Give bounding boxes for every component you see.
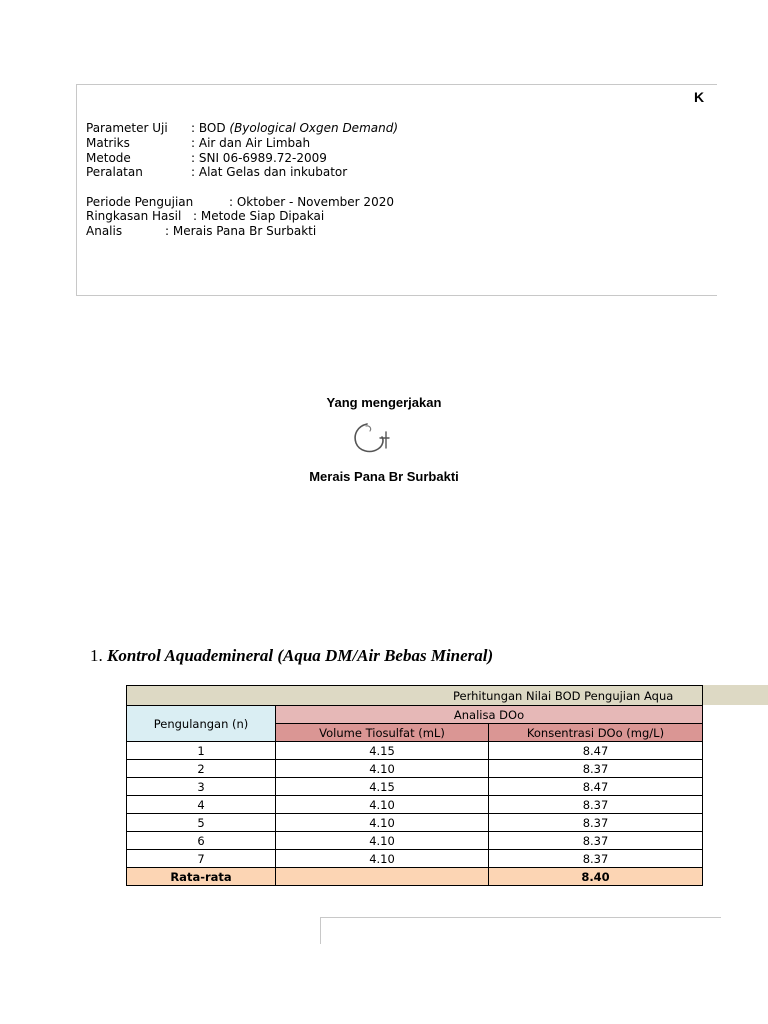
parameter-row — [86, 121, 398, 135]
table-row — [127, 832, 703, 850]
cell-konsentrasi: 8.37 — [489, 850, 703, 868]
analis-row — [86, 224, 316, 238]
cell-n: 7 — [127, 850, 276, 868]
table-title-row — [127, 686, 703, 706]
cell-volume: 4.10 — [276, 814, 489, 832]
signature-title: Yang mengerjakan — [326, 395, 442, 410]
metode-value: : SNI 06-6989.72-2009 — [191, 151, 327, 165]
cell-n: 4 — [127, 796, 276, 814]
cell-n: 2 — [127, 760, 276, 778]
ringkasan-label: Ringkasan Hasil — [86, 209, 182, 223]
cell-konsentrasi: 8.37 — [489, 814, 703, 832]
analis-value: : Merais Pana Br Surbakti — [165, 224, 317, 238]
table-row — [127, 742, 703, 760]
periode-value: : Oktober - November 2020 — [229, 195, 394, 209]
cell-konsentrasi: 8.47 — [489, 778, 703, 796]
table-average-row — [127, 868, 703, 886]
header-corner-text: K — [694, 89, 705, 105]
metode-row — [86, 151, 327, 165]
table-row — [127, 760, 703, 778]
peralatan-row — [86, 165, 347, 179]
cell-volume: 4.10 — [276, 850, 489, 868]
analis-label: Analis — [86, 224, 123, 238]
table-title-extension — [700, 685, 768, 705]
cell-konsentrasi: 8.47 — [489, 742, 703, 760]
cell-n: 3 — [127, 778, 276, 796]
cell-n: 1 — [127, 742, 276, 760]
info-box — [76, 84, 717, 296]
col-group-doo: Analisa DOo — [276, 706, 703, 724]
average-label: Rata-rata — [127, 868, 276, 886]
parameter-value-text: : BOD — [191, 121, 230, 135]
section-title-text: Kontrol Aquademineral (Aqua DM/Air Bebas Mineral) — [107, 646, 494, 665]
signature-name: Merais Pana Br Surbakti — [309, 469, 459, 484]
average-konsentrasi: 8.40 — [489, 868, 703, 886]
ringkasan-value: : Metode Siap Dipakai — [193, 209, 325, 223]
average-volume — [276, 868, 489, 886]
periode-row — [86, 195, 394, 209]
table-row — [127, 778, 703, 796]
parameter-label: Parameter Uji — [86, 121, 168, 135]
next-section-box — [320, 917, 721, 944]
col-header-volume: Volume Tiosulfat (mL) — [276, 724, 489, 742]
table-row — [127, 796, 703, 814]
signature-mark — [350, 420, 398, 460]
section-heading — [90, 646, 493, 666]
cell-n: 5 — [127, 814, 276, 832]
col-header-konsentrasi: Konsentrasi DOo (mg/L) — [489, 724, 703, 742]
cell-n: 6 — [127, 832, 276, 850]
matriks-value: : Air dan Air Limbah — [191, 136, 311, 150]
metode-label: Metode — [86, 151, 131, 165]
cell-konsentrasi: 8.37 — [489, 832, 703, 850]
cell-volume: 4.15 — [276, 778, 489, 796]
cell-volume: 4.15 — [276, 742, 489, 760]
cell-konsentrasi: 8.37 — [489, 760, 703, 778]
parameter-value-italic: (Byological Oxgen Demand) — [229, 121, 399, 135]
matriks-row — [86, 136, 310, 150]
cell-volume: 4.10 — [276, 796, 489, 814]
cell-volume: 4.10 — [276, 760, 489, 778]
matriks-label: Matriks — [86, 136, 130, 150]
cell-konsentrasi: 8.37 — [489, 796, 703, 814]
col-header-rep: Pengulangan (n) — [127, 706, 276, 742]
section-number: 1. — [90, 646, 103, 665]
table-title: Perhitungan Nilai BOD Pengujian Aqua — [127, 686, 703, 706]
cell-volume: 4.10 — [276, 832, 489, 850]
periode-label: Periode Pengujian — [86, 195, 194, 209]
peralatan-label: Peralatan — [86, 165, 143, 179]
peralatan-value: : Alat Gelas dan inkubator — [191, 165, 348, 179]
table-group-row — [127, 706, 703, 724]
parameter-value — [191, 121, 398, 135]
bod-table — [126, 685, 703, 886]
table-row — [127, 850, 703, 868]
ringkasan-row — [86, 209, 324, 223]
table-row — [127, 814, 703, 832]
